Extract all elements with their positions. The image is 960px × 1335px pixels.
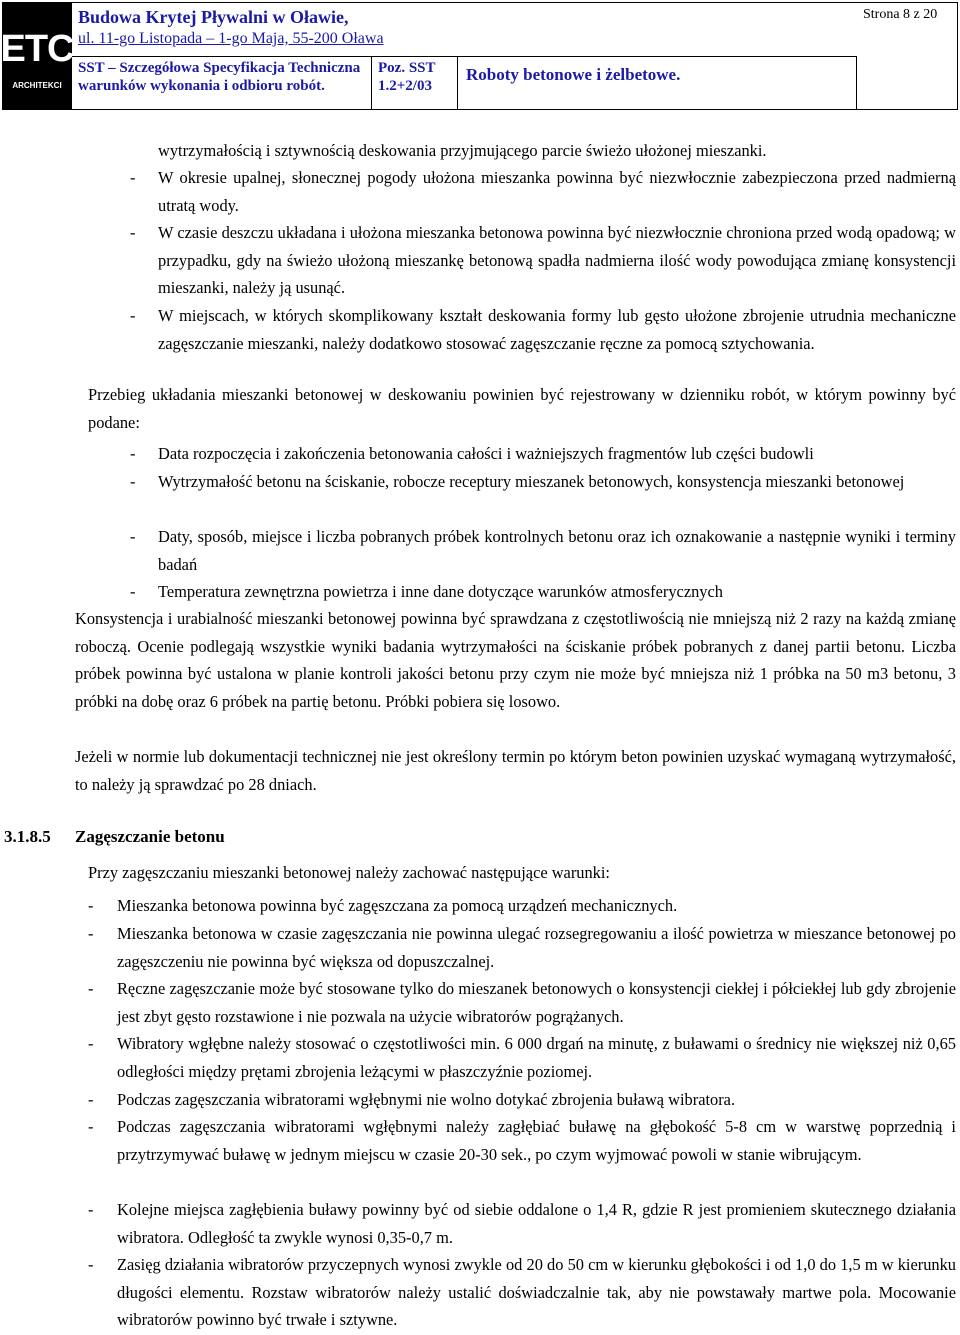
bullet-dash: - — [130, 582, 136, 601]
page-header — [2, 2, 958, 110]
header-section-title: Roboty betonowe i żelbetowe. — [458, 57, 857, 109]
list-item: Mieszanka betonowa w czasie zagęszczania nie powinna ulegać rozsegregowaniu a ilość powietrza w mieszance betonowej po zagęszczeniu nie powinna być większa od dopuszczalnej. — [117, 924, 956, 971]
spec-label: SST – Szczegółowa Specyfikacja Techniczna warunków wykonania i odbioru robót. — [72, 57, 372, 109]
list-item: W miejscach, w których skomplikowany kształt deskowania formy lub gęsto ułożone zbrojenie utrudnia mechaniczne zagęszczanie mieszanki, należy dodatkowo stosować zagęszczanie ręczne za pomocą sztychowania. — [158, 306, 956, 353]
paragraph-continued: wytrzymałością i sztywnością deskowania przyjmującego parcie świeżo ułożonej mieszanki. — [158, 141, 767, 160]
bullet-dash: - — [88, 1117, 94, 1136]
bullet-dash: - — [130, 168, 136, 187]
bullet-dash: - — [88, 1255, 94, 1274]
bullet-dash: - — [88, 896, 94, 915]
list-item: Podczas zagęszczania wibratorami wgłębnymi nie wolno dotykać zbrojenia buławą wibratora. — [117, 1090, 736, 1109]
project-info — [72, 3, 857, 57]
bullet-dash: - — [130, 527, 136, 546]
logo-letters: ETC — [0, 27, 74, 70]
list-item: W czasie deszczu układana i ułożona mieszanka betonowa powinna być niezwłocznie chroniona przed wodą opadową; w przypadku, gdy na świeżo ułożoną mieszankę betonową spadła nadmierna ilość wody powodująca zmianę konsystencji mieszanki, należy ją usunąć. — [158, 223, 956, 297]
list-item: Daty, sposób, miejsce i liczba pobranych próbek kontrolnych betonu oraz ich oznakowanie a następnie wyniki i terminy badań — [158, 527, 956, 574]
list-item: Kolejne miejsca zagłębienia buławy powinny być od siebie oddalone o 1,4 R, gdzie R jest promieniem skutecznego działania wibratora. Odległość ta zwykle wynosi 0,35-0,7 m. — [117, 1200, 956, 1247]
list-item: Wibratory wgłębne należy stosować o częstotliwości min. 6 000 drgań na minutę, z buławami o średnicy nie większej niż 0,65 odległości między prętami zbrojenia leżącymi w płaszczyźnie poziomej. — [117, 1034, 956, 1081]
section-heading: Zagęszczanie betonu — [75, 827, 225, 846]
project-address: ul. 11-go Listopada – 1-go Maja, 55-200 Oława — [78, 30, 384, 47]
project-title: Budowa Krytej Pływalni w Oławie, — [78, 7, 349, 27]
section-number: 3.1.8.5 — [4, 827, 51, 846]
paragraph-intro: Przy zagęszczaniu mieszanki betonowej należy zachować następujące warunki: — [88, 863, 610, 882]
list-item: Mieszanka betonowa powinna być zagęszczana za pomocą urządzeń mechanicznych. — [117, 896, 678, 915]
bullet-dash: - — [130, 472, 136, 491]
bullet-dash: - — [88, 1200, 94, 1219]
bullet-dash: - — [88, 1034, 94, 1053]
paragraph-consistency: Konsystencja i urabialność mieszanki betonowej powinna być sprawdzana z częstotliwością nie mniejszą niż 2 razy na każdą zmianę roboczą. Ocenie podlegają wszystkie wyniki badania wytrzymałości na ściskanie próbek pobranych z danej partii betonu. Liczba próbek powinna być ustalona w planie kontroli jakości betonu przy czym nie może być mniejsza niż 1 próbka na 50 m3 betonu, 3 próbki na dobę oraz 6 próbek na partię betonu. Próbki pobiera się losowo. — [75, 609, 956, 711]
list-item: Wytrzymałość betonu na ściskanie, robocze receptury mieszanek betonowych, konsystencja mieszanki betonowej — [158, 472, 905, 491]
poz-label: Poz. SST 1.2+2/03 — [372, 57, 458, 109]
paragraph-norm: Jeżeli w normie lub dokumentacji technicznej nie jest określony termin po którym beton powinien uzyskać wymaganą wytrzymałość, to należy ją sprawdzać po 28 dniach. — [75, 747, 956, 794]
bullet-dash: - — [88, 1090, 94, 1109]
bullet-dash: - — [130, 223, 136, 242]
list-item: Ręczne zagęszczanie może być stosowane tylko do mieszanek betonowych o konsystencji ciekłej i półciekłej lub gdy zbrojenie jest zbyt gęsto rozstawione i nie pozwala na użycie wibratorów pogrążanych. — [117, 979, 956, 1026]
bullet-dash: - — [88, 924, 94, 943]
paragraph-record: Przebieg układania mieszanki betonowej w deskowaniu powinien być rejestrowany w dzienniku robót, w którym powinny być podane: — [88, 385, 956, 432]
list-item: Data rozpoczęcia i zakończenia betonowania całości i ważniejszych fragmentów lub części budowli — [158, 444, 814, 463]
list-item: W okresie upalnej, słonecznej pogody ułożona mieszanka powinna być niezwłocznie zabezpieczona przed nadmierną utratą wody. — [158, 168, 956, 215]
bullet-dash: - — [88, 979, 94, 998]
company-logo — [0, 3, 74, 109]
list-item: Podczas zagęszczania wibratorami wgłębnymi należy zagłębiać buławę na głębokość 5-8 cm w warstwę poprzednią i przytrzymywać buławę w jednym miejscu w czasie 20-30 sek., po czym wyjmować powoli w stanie wibrującym. — [117, 1117, 956, 1164]
bullet-dash: - — [130, 444, 136, 463]
page-number: Strona 8 z 20 — [863, 7, 938, 22]
list-item: Zasięg działania wibratorów przyczepnych wynosi zwykle od 20 do 50 cm w kierunku głębokości i od 1,0 do 1,5 m w kierunku długości elementu. Rozstaw wibratorów należy ustalić doświadczalnie tak, aby nie powstawały martwe pola. Mocowanie wibratorów powinno być trwałe i sztywne. — [117, 1255, 956, 1329]
logo-subtitle: ARCHITEKCI — [12, 80, 62, 90]
bullet-dash: - — [130, 306, 136, 325]
list-item: Temperatura zewnętrzna powietrza i inne dane dotyczące warunków atmosferycznych — [158, 582, 723, 601]
